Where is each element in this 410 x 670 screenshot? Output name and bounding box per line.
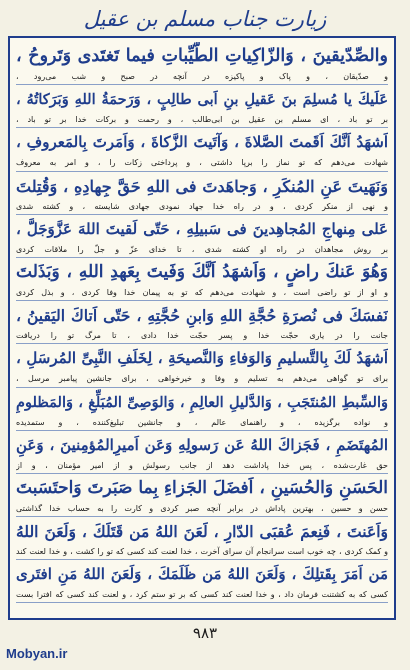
arabic-line: والصِّدّيقينَ ، وَالزّاكِياتِ الطَّيِّباتِ فيما تَغتَدى وَتَروحُ ، <box>16 46 388 66</box>
arabic-line: وَاَعَنتَ ، فَنِعمَ عُقبَى الدّارِ ، لَعَنَ اللهُ مَن قَتَلَكَ ، وَلَعَنَ اللهُ <box>16 522 388 542</box>
persian-translation: کسی که به کشتنت فرمان داد ، و خدا لعنت کند کسی که بر تو ستم کرد ، و لعنت کند کسی که افترا بست <box>16 590 388 600</box>
persian-translation: و نواده برگزیده ، و راهنمای عالم ، و جانشین تبلیغ‌کننده ، و ستمدیده <box>16 417 388 427</box>
page-title: زیارت جناب مسلم بن عقیل <box>83 7 327 31</box>
arabic-line: مَن اَمَرَ بِقَتلِكَ ، وَلَعَنَ اللهُ مَن ظَلَمَكَ ، وَلَعَنَ اللهُ مَنِ افتَرى <box>16 565 388 584</box>
line-pair <box>16 258 388 301</box>
persian-translation: حق غارت‌شده ، پس خدا پاداشت دهد از جانب رسولش و از امیر مؤمنان ، و از <box>16 460 388 470</box>
persian-translation: و کمک کردی ، چه خوب است سرانجام آن سرای آخرت ، خدا لعنت کند کسی که تو را کشت ، و خدا لعنت کند <box>16 547 388 557</box>
persian-translation: برای تو گواهی می‌دهم به تسلیم و وفا و خیرخواهی ، برای جانشین پیامبر مرسل ، <box>16 374 388 384</box>
arabic-line: اَشهَدُ لَكَ بِالتَّسليمِ وَالوَفاءِ وَالنَّصيحَةِ ، لِخَلَفِ النَّبِىِّ المُرسَلِ ، <box>16 349 388 368</box>
arabic-line: نَفسَكَ فى نُصرَةِ حُجَّةِ اللهِ وَابنِ حُجَّتِهِ ، حَتّى اَتاكَ اليَقينُ ، <box>16 306 388 326</box>
persian-translation: حسن و حسین ، بهترین پاداش در برابر آنچه صبر کردی و کارت را به حساب خدا گذاشتی <box>16 503 388 513</box>
line-pair <box>16 42 388 85</box>
line-pair <box>16 388 388 431</box>
persian-translation: شهادت می‌دهم که تو نماز را برپا داشتی ، و پرداختی زکات را ، و امر به معروف <box>16 158 388 168</box>
line-pair <box>16 517 388 560</box>
arabic-line: الحَسَنِ وَالحُسَينِ ، اَفضَلَ الجَزاءِ بِما صَبَرتَ وَاحتَسَبتَ <box>16 477 388 498</box>
arabic-line: وَنَهَيتَ عَنِ المُنكَرِ ، وَجاهَدتَ فى اللهِ حَقَّ جِهادِهِ ، وَقُتِلتَ <box>16 176 388 196</box>
persian-translation: و صدّیقان ، و پاک و پاکیزه در آنچه در صبح و شب می‌رود ، <box>16 72 388 81</box>
arabic-line: اَشهَدُ اَنَّكَ اَقَمتَ الصَّلاةَ ، وَآتَيتَ الزَّكاةَ ، وَاَمَرتَ بِالمَعروفِ ، <box>16 133 388 152</box>
persian-translation: و نهی از منکر کردی ، و در راه خدا جهاد نمودی جهادی شایسته ، و کشته شدی <box>16 201 388 211</box>
persian-translation: بر روش مجاهدان در راه او کشته شدی ، تا خدای عزّ و جلّ را ملاقات کردی <box>16 244 388 254</box>
line-pair <box>16 474 388 517</box>
line-pair <box>16 85 388 128</box>
line-pair <box>16 172 388 215</box>
text-frame <box>8 36 396 620</box>
persian-translation: و او از تو راضی است ، و شهادت می‌دهم که تو به پیمان خدا وفا کردی ، و بذل کردی <box>16 287 388 297</box>
line-pair <box>16 301 388 344</box>
arabic-line: عَلى مِنهاجِ المُجاهِدينَ فى سَبيلِهِ ، حَتّى لَقيتَ اللهَ عَزَّوَجَلَّ ، <box>16 219 388 238</box>
arabic-line: وَالسِّبطِ المُنتَجَبِ ، وَالدَّليلِ العالِمِ ، وَالوَصِىِّ المُبَلِّغِ ، وَالمَظلومِ <box>16 393 388 411</box>
arabic-line: عَلَيكَ يا مُسلِمَ بنَ عَقيلِ بنِ اَبى طالِبٍ ، وَرَحمَةُ اللهِ وَبَرَكاتُهُ ، <box>16 91 388 109</box>
line-pair <box>16 560 388 603</box>
line-pair <box>16 344 388 387</box>
arabic-line: وَهُوَ عَنكَ راضٍ ، وَاَشهَدُ اَنَّكَ وَفَيتَ بِعَهدِ اللهِ ، وَبَذَلتَ <box>16 261 388 282</box>
persian-translation: جانت را در یاری حجّت خدا و پسر حجّت خدا دادی ، تا مرگ تو را دریافت <box>16 331 388 341</box>
line-pair <box>16 128 388 171</box>
line-pair <box>16 215 388 258</box>
arabic-line: المُهتَضَمِ ، فَجَزاكَ اللهُ عَن رَسولِهِ وَعَن اَميرِالمُؤمِنينَ ، وَعَنِ <box>16 435 388 454</box>
line-pair <box>16 431 388 474</box>
page-number: ۹۸۳ <box>192 624 218 642</box>
persian-translation: بر تو باد ، ای مسلم بن عقیل بن ابی‌طالب ، و رحمت و برکات خدا بر تو باد ، <box>16 115 388 125</box>
prayer-lines <box>16 42 388 603</box>
watermark: Mobyan.ir <box>6 646 68 661</box>
